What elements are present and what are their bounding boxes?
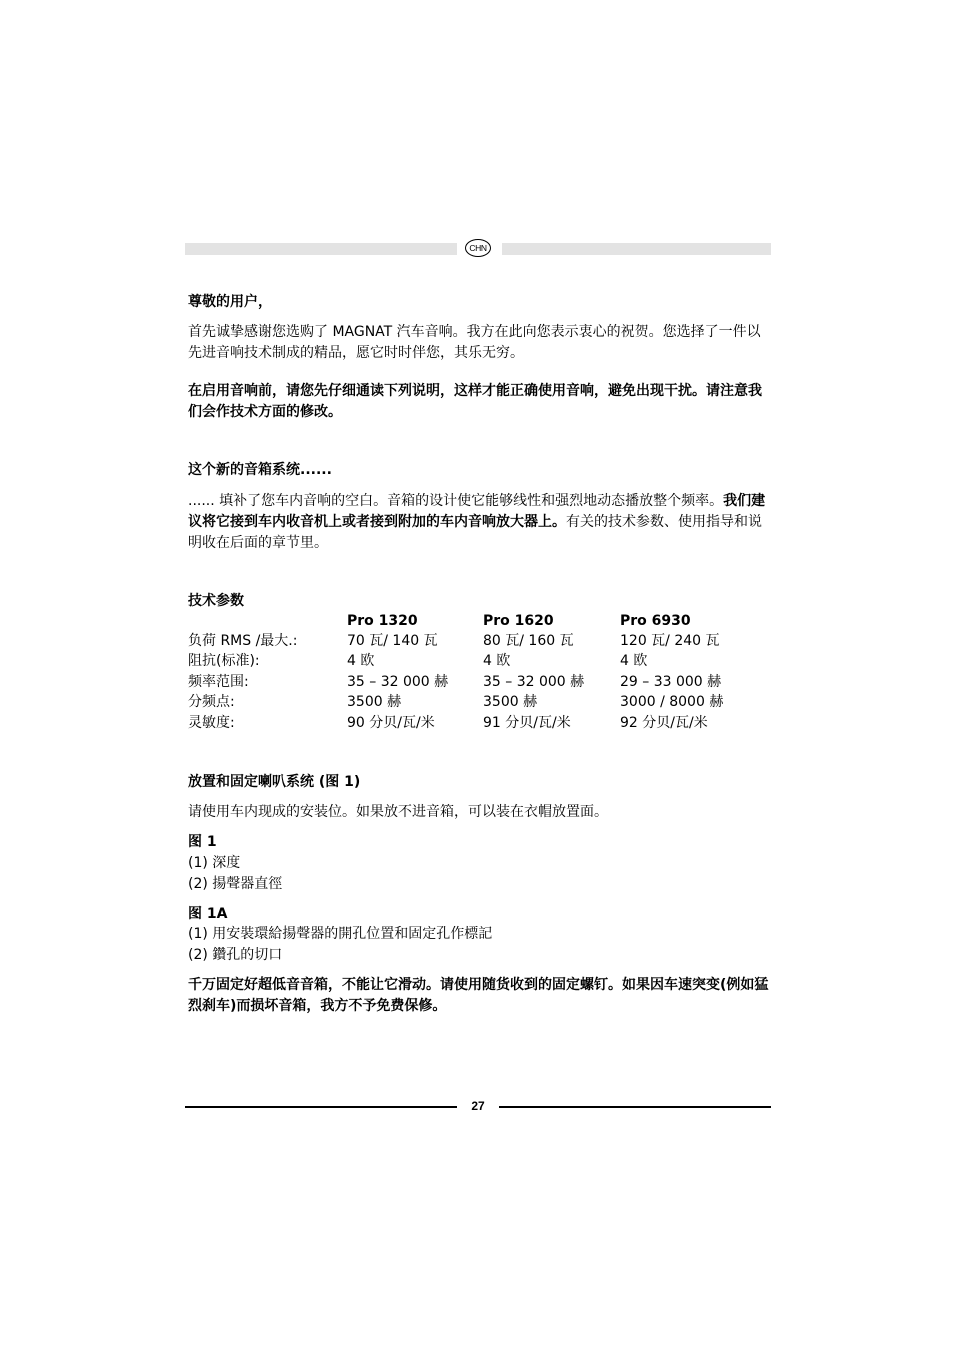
fig1a-title: 图 1A: [188, 906, 228, 922]
fig1a-item: (2) 鑽孔的切口: [188, 947, 283, 963]
specs-row: [188, 713, 773, 734]
specs-value: 3000 / 8000 赫: [620, 694, 724, 710]
language-badge: CHN: [465, 239, 491, 257]
specs-value: 29 – 33 000 赫: [620, 674, 722, 690]
warning-intro: 在启用音响前，请您先仔细通读下列说明，这样才能正确使用音响，避免出现干扰。请注意我们会作技术方面的修改。: [188, 383, 762, 420]
section-new-text: [188, 491, 773, 554]
fig1-title: 图 1: [188, 834, 217, 850]
specs-heading: 技术参数: [188, 593, 244, 609]
greeting: 尊敬的用户，: [188, 294, 272, 310]
header-bar-left: [185, 243, 457, 255]
specs-header-row: [188, 611, 773, 632]
section-new-text-bold: 我们建议将它接到车内收音机上或者接到附加的车内音响放大器上。: [188, 493, 766, 530]
section-new-text-part1: ...... 填补了您车内音响的空白。音箱的设计使它能够线性和强烈地动态播放整个频率。: [188, 493, 724, 509]
specs-value: 3500 赫: [347, 694, 402, 710]
install-warning: 千万固定好超低音音箱，不能让它滑动。请使用随货收到的固定螺钉。如果因车速突变(例如猛烈刹车)而损坏音箱，我方不予免费保修。: [188, 977, 769, 1014]
specs-value: 35 – 32 000 赫: [483, 674, 585, 690]
specs-value: 92 分贝/瓦/米: [620, 715, 708, 731]
footer-line-right: [499, 1106, 771, 1108]
specs-value: 120 瓦/ 240 瓦: [620, 633, 720, 649]
specs-value: 4 欧: [483, 653, 511, 669]
specs-value: 90 分贝/瓦/米: [347, 715, 435, 731]
footer-line-left: [185, 1106, 457, 1108]
specs-value: 35 – 32 000 赫: [347, 674, 449, 690]
install-text: 请使用车内现成的安装位。如果放不进音箱，可以装在衣帽放置面。: [188, 804, 608, 820]
specs-value: 80 瓦/ 160 瓦: [483, 633, 574, 649]
specs-value: 70 瓦/ 140 瓦: [347, 633, 438, 649]
specs-label: 阻抗(标准):: [188, 653, 260, 669]
section-new-heading: 这个新的音箱系统......: [188, 462, 332, 478]
specs-label: 频率范围:: [188, 674, 249, 690]
specs-row: [188, 651, 773, 672]
fig1a-item: (1) 用安裝環給揚聲器的開孔位置和固定孔作標記: [188, 926, 493, 942]
specs-value: 91 分贝/瓦/米: [483, 715, 571, 731]
specs-value: 4 欧: [620, 653, 648, 669]
intro-paragraph: 首先诚挚感谢您选购了 MAGNAT 汽车音响。我方在此向您表示衷心的祝贺。您选择了一件以先进音响技术制成的精品，愿它时时伴您，其乐无穷。: [188, 324, 761, 361]
specs-value: 4 欧: [347, 653, 375, 669]
specs-label: 分频点:: [188, 694, 235, 710]
page-number: 27: [471, 1099, 485, 1113]
specs-row: [188, 692, 773, 713]
fig1-item: (2) 揚聲器直徑: [188, 876, 283, 892]
specs-value: 3500 赫: [483, 694, 538, 710]
specs-col-header: Pro 6930: [620, 613, 691, 629]
install-heading: 放置和固定喇叭系统 (图 1): [188, 774, 361, 790]
specs-row: [188, 672, 773, 693]
section-new-text-part2: 有关的技术参数、使用指导和说明收在后面的章节里。: [188, 514, 762, 551]
fig1-item: (1) 深度: [188, 855, 241, 871]
specs-label: 负荷 RMS /最大.:: [188, 633, 298, 649]
specs-row: [188, 631, 773, 652]
specs-col-header: Pro 1620: [483, 613, 554, 629]
specs-col-header: Pro 1320: [347, 613, 418, 629]
specs-label: 灵敏度:: [188, 715, 235, 731]
header-bar-right: [502, 243, 771, 255]
